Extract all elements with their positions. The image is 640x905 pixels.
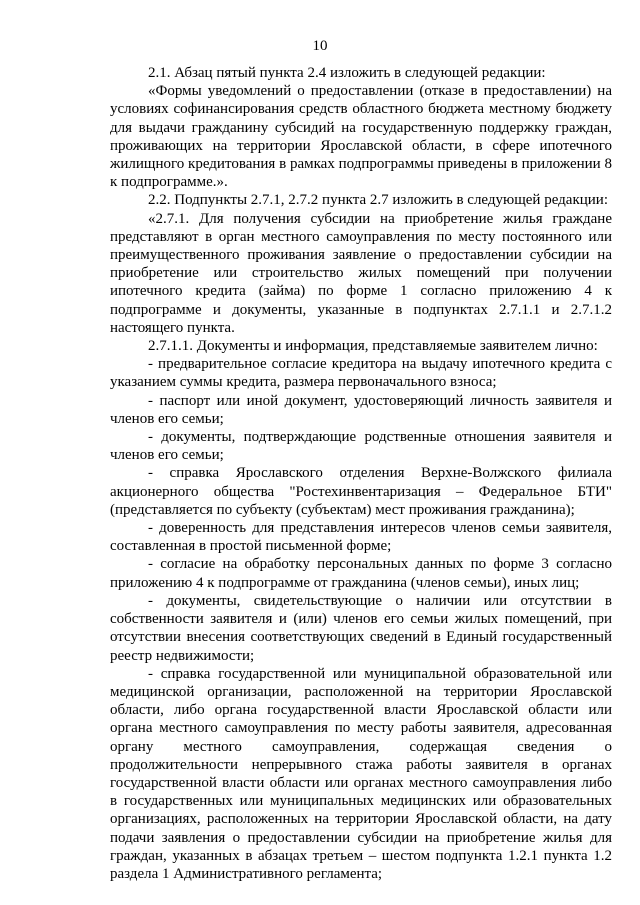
- paragraph: - документы, подтверждающие родственные отношения заявителя и членов его семьи;: [110, 429, 612, 464]
- paragraph: - паспорт или иной документ, удостоверяющий личность заявителя и членов его семьи;: [110, 392, 612, 427]
- paragraph: - справка Ярославского отделения Верхне-Волжского филиала акционерного общества "Ростехинвентаризация – Федеральное БТИ" (представляется по субъекту (субъектам) мест проживания гражданина);: [110, 465, 612, 518]
- paragraph: - предварительное согласие кредитора на выдачу ипотечного кредита с указанием суммы кредита, размера первоначального взноса;: [110, 356, 612, 391]
- paragraph: - доверенность для представления интересов членов семьи заявителя, составленная в простой письменной форме;: [110, 520, 612, 555]
- paragraph: 2.2. Подпункты 2.7.1, 2.7.2 пункта 2.7 изложить в следующей редакции:: [148, 192, 608, 209]
- paragraph: «Формы уведомлений о предоставлении (отказе в предоставлении) на условиях софинансирования средств областного бюджета местному бюджету для выдачи гражданину субсидий на государственную поддержку граждан, проживающих на территории Ярославской области, в сфере ипотечного жилищного кредитования в рамках подпрограммы приведены в приложении 8 к подпрограмме.».: [110, 83, 612, 191]
- paragraph: - документы, свидетельствующие о наличии или отсутствии в собственности заявителя и (или) членов его семьи жилых помещений, при отсутствии внесения соответствующих сведений в Единый государственный реестр недвижимости;: [110, 592, 612, 664]
- paragraph: 2.1. Абзац пятый пункта 2.4 изложить в следующей редакции:: [148, 65, 546, 81]
- paragraph: - согласие на обработку персональных данных по форме 3 согласно приложению 4 к подпрограмме от гражданина (членов семьи), иных лиц;: [110, 556, 612, 591]
- document-body: [110, 64, 612, 883]
- paragraph: «2.7.1. Для получения субсидии на приобретение жилья граждане представляют в орган местного самоуправления по месту постоянного или преимущественного проживания заявление о предоставлении субсидии на приобретение или строительство жилых помещений при получении ипотечного кредита (займа) по форме 1 согласно приложению 4 к подпрограмме и документы, указанные в подпунктах 2.7.1.1 и 2.7.1.2 настоящего пункта.: [110, 210, 612, 336]
- page-number: 10: [312, 38, 328, 54]
- paragraph: - справка государственной или муниципальной образовательной или медицинской организации, расположенной на территории Ярославской области, либо органа государственной власти Ярославской области или органа местного самоуправления по месту работы заявителя, адресованная органу местного самоуправления, содержащая сведения о продолжительности непрерывного стажа работы заявителя в органах государственной власти области или органах местного самоуправления либо в государственных или муниципальных медицинских или образовательных организациях, расположенных на территории Ярославской области, на дату подачи заявления о предоставлении субсидии на приобретение жилья для граждан, указанных в абзацах третьем – шестом подпункта 1.2.1 пункта 1.2 раздела 1 Административного регламента;: [110, 665, 612, 882]
- paragraph: 2.7.1.1. Документы и информация, представляемые заявителем лично:: [148, 338, 598, 355]
